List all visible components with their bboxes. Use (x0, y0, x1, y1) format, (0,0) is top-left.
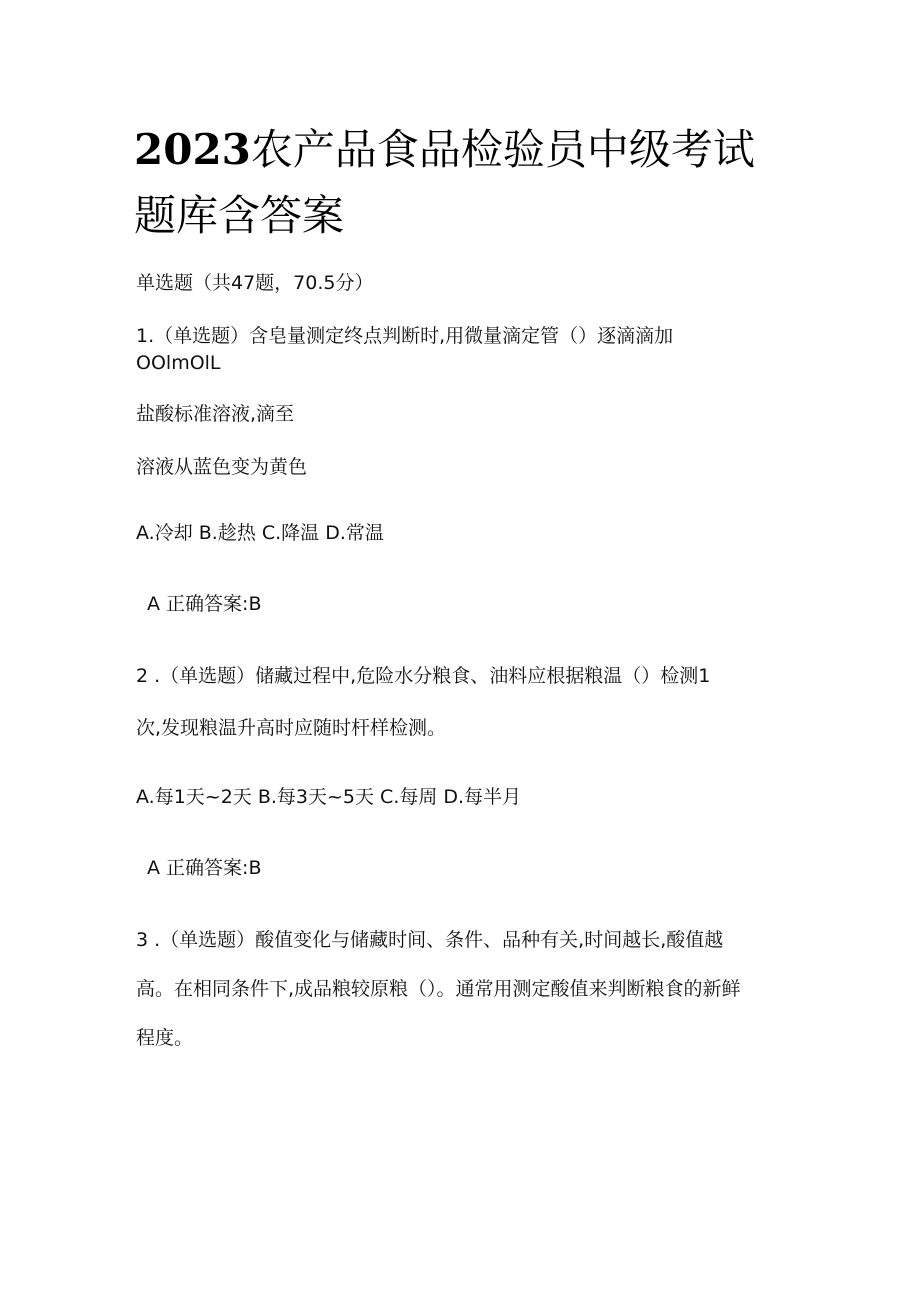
question-1-line-4: 溶液从蓝色变为黄色 (136, 456, 308, 478)
question-1-line-1: 1.（单选题）含皂量测定终点判断时,用微量滴定管（）逐滴滴加 (136, 325, 674, 347)
question-3-line-1: 3 .（单选题）酸值变化与储藏时间、条件、品种有关,时间越长,酸值越 (136, 929, 724, 951)
question-1-line-2: OOlmOlL (136, 352, 221, 374)
question-1-answer: A 正确答案:B (147, 593, 262, 615)
section-header: 单选题（共47题，70.5分） (136, 272, 374, 294)
title-line-1-text: 农产品食品检验员中级考试 (250, 125, 755, 174)
title-year: 2023 (134, 125, 251, 174)
question-1-options: A.冷却 B.趁热 C.降温 D.常温 (136, 522, 384, 544)
question-3-line-2: 高。在相同条件下,成品粮较原粮（）。通常用测定酸值来判断粮食的新鲜 (136, 978, 741, 1000)
question-2-options: A.每1天~2天 B.每3天~5天 C.每周 D.每半月 (136, 786, 522, 808)
question-2-line-2: 次,发现粮温升高时应随时杆样检测。 (136, 717, 447, 739)
document-title-line-2: 题库含答案 (134, 191, 345, 240)
document-title-line-1 (134, 122, 755, 178)
question-1-line-3: 盐酸标准溶液,滴至 (136, 403, 295, 425)
question-2-answer: A 正确答案:B (147, 857, 262, 879)
question-3-line-3: 程度。 (136, 1027, 194, 1049)
question-2-line-1: 2 .（单选题）储藏过程中,危险水分粮食、油料应根据粮温（）检测1 (136, 665, 711, 687)
